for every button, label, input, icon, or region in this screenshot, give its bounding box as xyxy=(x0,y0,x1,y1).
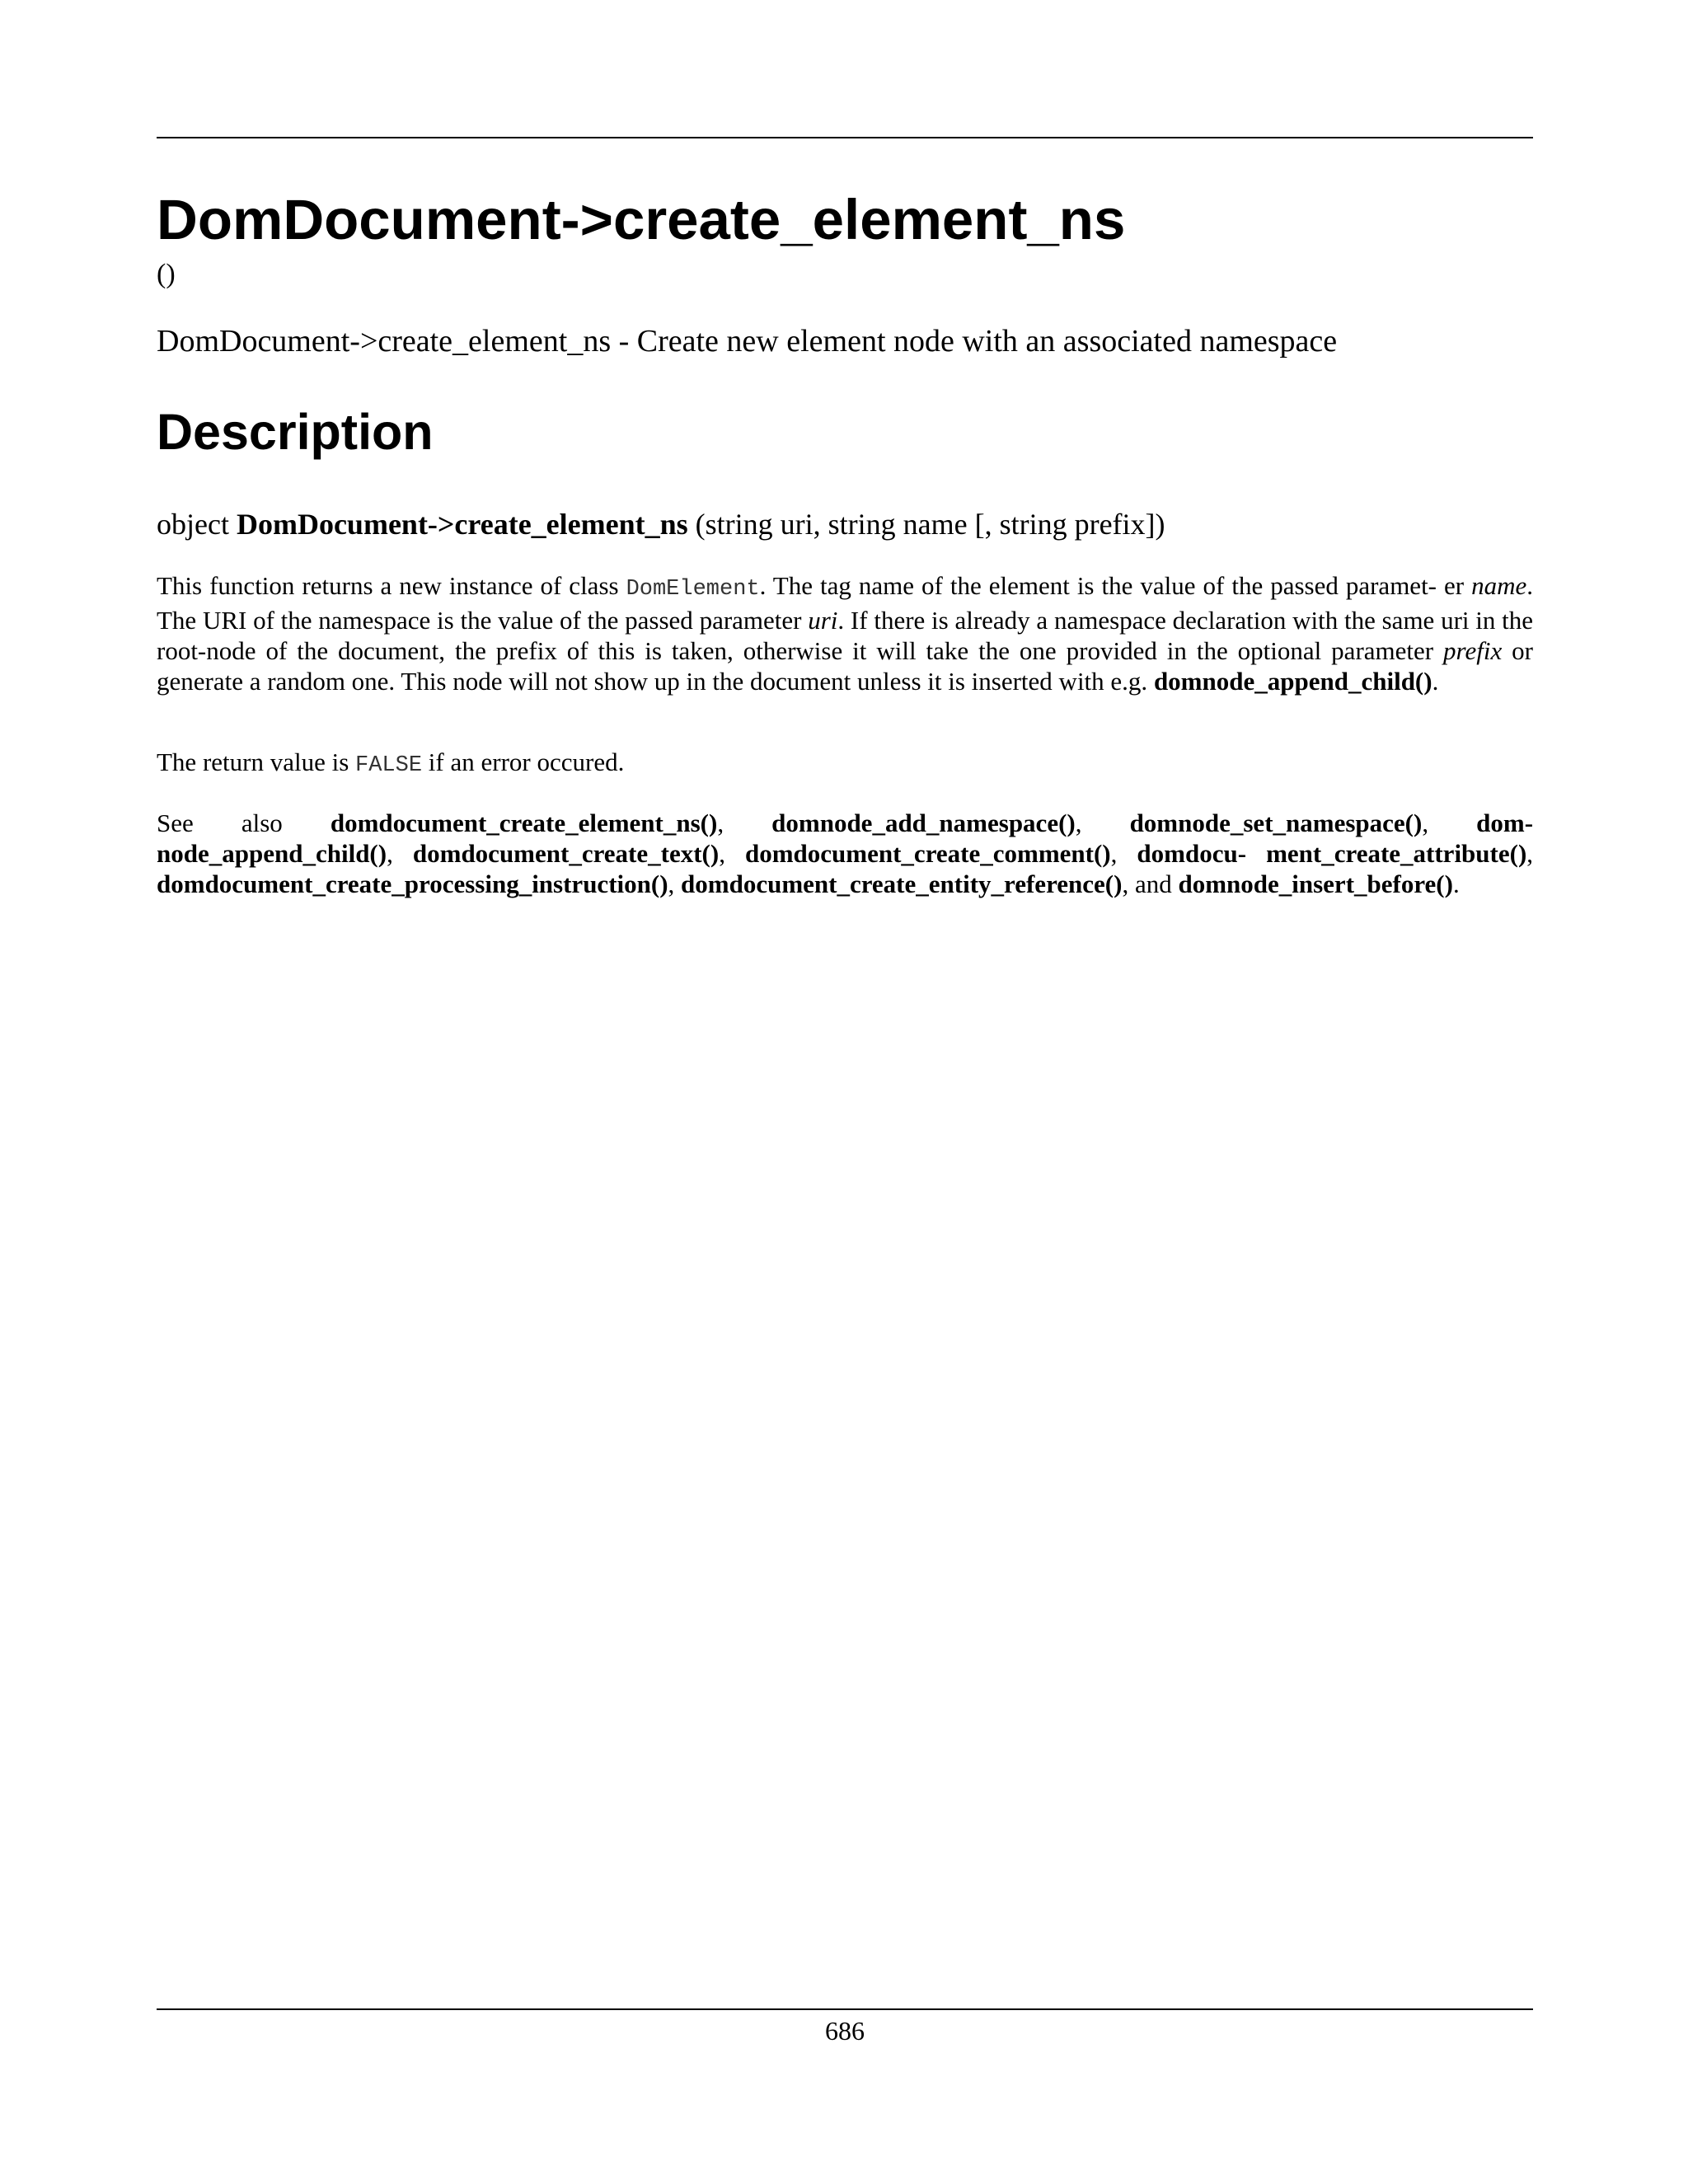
see-also-function-link[interactable]: domdocument_create_processing_instruction() xyxy=(157,869,668,898)
see-also-function-link[interactable]: dom- node_append_child() xyxy=(157,808,1534,868)
header-rule xyxy=(157,137,1533,138)
see-also-separator: . xyxy=(1452,869,1460,898)
see-also-function-link[interactable]: domdocument_create_element_ns() xyxy=(330,808,718,837)
description-paragraph xyxy=(157,570,1533,696)
title-parens: () xyxy=(157,259,176,289)
class-name-literal: DomElement xyxy=(626,577,760,602)
see-also-separator: , xyxy=(717,808,772,837)
param-prefix-emphasis: prefix xyxy=(1443,636,1503,665)
function-link-append-child[interactable]: domnode_append_child() xyxy=(1153,667,1432,696)
text-run: . xyxy=(1432,667,1439,696)
text-run: or generate a random one. This node will not show up in the document unless it is inserted with e.g. xyxy=(157,636,1533,696)
see-also-list xyxy=(157,808,1533,898)
page-number: 686 xyxy=(825,2016,865,2046)
text-run: if an error occured. xyxy=(422,748,625,776)
see-also-paragraph xyxy=(157,808,1533,899)
see-also-separator: , and xyxy=(1122,869,1179,898)
see-also-function-link[interactable]: domdocument_create_entity_reference() xyxy=(681,869,1123,898)
synopsis-params: (string uri, string name [, string prefix]) xyxy=(695,508,1165,541)
see-also-function-link[interactable]: domnode_insert_before() xyxy=(1178,869,1453,898)
param-uri-emphasis: uri xyxy=(808,606,838,635)
text-run: . The URI of the namespace is the value of the passed parameter xyxy=(157,571,1533,635)
return-value-paragraph xyxy=(157,747,1533,781)
see-also-separator: , xyxy=(1422,808,1477,837)
see-also-separator: , xyxy=(387,839,413,868)
text-run: The return value is xyxy=(157,748,356,776)
see-also-separator: , xyxy=(1075,808,1130,837)
page-title: DomDocument->create_element_ns xyxy=(157,188,1126,251)
see-also-separator: , xyxy=(719,839,745,868)
text-run: This function returns a new instance of class xyxy=(157,571,626,600)
text-run: . If there is already a namespace declaration with the same uri in the root-node of the document, the prefix of this is taken, otherwise it will take the one provided in the optional parameter xyxy=(157,606,1533,665)
see-also-function-link[interactable]: domdocument_create_text() xyxy=(412,839,720,868)
see-also-separator: , xyxy=(1526,839,1534,868)
footer-rule xyxy=(157,2008,1533,2010)
see-also-function-link[interactable]: domdocu- ment_create_attribute() xyxy=(1137,839,1527,868)
false-constant-literal: FALSE xyxy=(355,753,423,778)
see-also-function-link[interactable]: domnode_add_namespace() xyxy=(771,808,1076,837)
see-also-function-link[interactable]: domdocument_create_comment() xyxy=(744,839,1111,868)
synopsis-function-name: DomDocument->create_element_ns xyxy=(236,508,688,541)
see-also-lead: See also xyxy=(157,808,331,837)
see-also-separator: , xyxy=(668,869,682,898)
param-name-emphasis: name xyxy=(1471,571,1527,600)
section-heading-description: Description xyxy=(157,404,434,460)
document-page xyxy=(157,0,1533,2184)
synopsis-return-type: object xyxy=(157,508,229,541)
function-synopsis xyxy=(157,509,1165,541)
refpurpose: DomDocument->create_element_ns - Create new element node with an associated namespace xyxy=(157,324,1338,359)
see-also-separator: , xyxy=(1110,839,1137,868)
text-run: . The tag name of the element is the value of the passed paramet- er xyxy=(759,571,1472,600)
see-also-function-link[interactable]: domnode_set_namespace() xyxy=(1129,808,1423,837)
